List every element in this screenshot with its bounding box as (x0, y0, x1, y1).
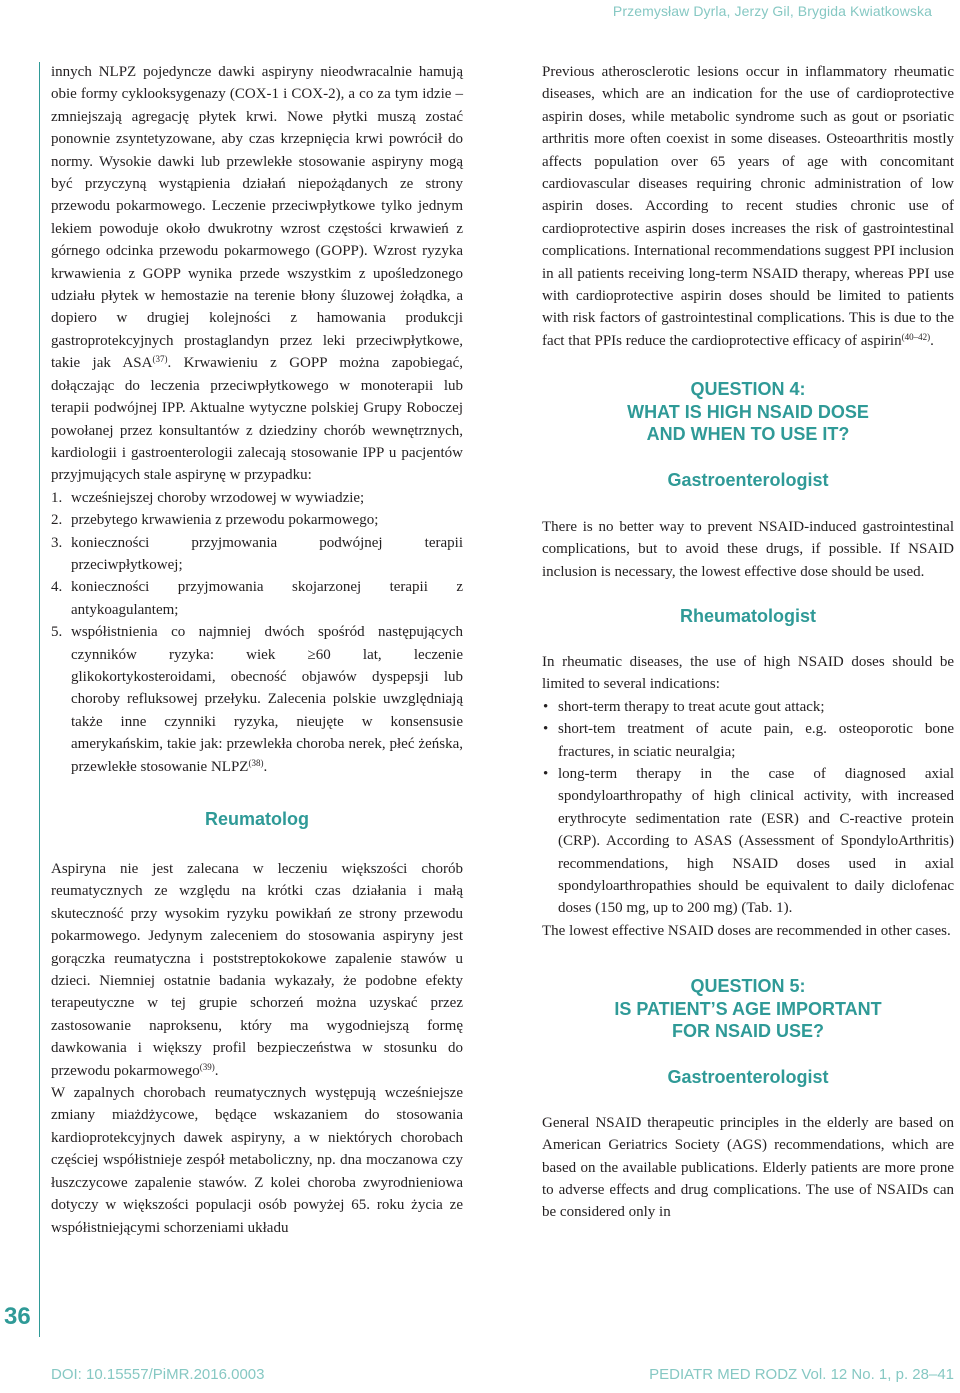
paragraph: W zapalnych chorobach reumatycznych występują wcześniejsze zmiany miażdżycowe, będące wskazaniem do stosowania kardioprotekcyjnych dawek aspiryny, a w niektórych chorobach częściej współistnieje zespół metaboliczny, np. dna moczanowa czy łuszczycowe zapalenie stawów. Z kolei choroba zwyrodnieniowa dotyczy w większości populacji osób powyżej 65. roku życia ze współistniejącymi schorzeniami układu (51, 1085, 463, 1236)
footer-journal: PEDIATR MED RODZ Vol. 12 No. 1, p. 28–41 (649, 1366, 954, 1383)
paragraph: There is no better way to prevent NSAID-induced gastrointestinal complications, but to avoid these drugs, if possible. If NSAID inclusion is necessary, the lowest effective dose should be used. (542, 518, 954, 580)
indication-list (542, 696, 954, 920)
paragraph: General NSAID therapeutic principles in the elderly are based on American Geriatrics Society (AGS) recommendations, which are based on the available publications. Elderly patients are more prone to adverse effects and drug complications. The use of NSAIDs can be considered only in (542, 1114, 954, 1221)
list-item: • short-tem treatment of acute pain, e.g. osteoporotic bone fractures, in sciatic neuralgia; (542, 718, 954, 763)
paragraph: Previous atherosclerotic lesions occur in inflammatory rheumatic diseases, which are an indication for the use of cardioprotective aspirin doses, while metabolic syndrome such as gout or psoriatic arthritis more often coexist in some diseases. Osteoarthritis mostly affects population over 65 years of age with concomitant cardiovascular diseases requiring chronic administration of low aspirin doses. According to recent studies chronic use of cardioprotective aspirin doses increases the risk of gastrointestinal complications. International recommendations suggest PPI inclusion in all patients receiving long-term NSAID therapy, whereas PPI use with cardioprotective aspirin doses should be limited to patients with risk factors of gastrointestinal complications. This is due to the fact that PPIs reduce the cardioprotective efficacy of aspirin$^{(40-42)}$. (542, 64, 954, 349)
question-5-heading: QUESTION 5: IS PATIENT’S AGE IMPORTANT FOR NSAID USE? (614, 976, 882, 1042)
left-column (51, 61, 463, 1239)
running-header-authors: Przemysław Dyrla, Jerzy Gil, Brygida Kwiatkowska (612, 3, 932, 19)
citation: (38) (248, 757, 264, 768)
paragraph: The lowest effective NSAID doses are recommended in other cases. (542, 922, 951, 939)
list-item: 2. przebytego krwawienia z przewodu pokarmowego; (51, 512, 379, 529)
role-heading-rheumatologist: Rheumatologist (679, 606, 816, 626)
paragraph: In rheumatic diseases, the use of high NSAID doses should be limited to several indications: (542, 654, 954, 693)
section-heading-reumatolog: Reumatolog (204, 809, 309, 829)
recommendation-list (51, 487, 463, 778)
paragraph: Aspiryna nie jest zalecana w leczeniu większości chorób reumatycznych ze względu na krótki czas działania i małą skuteczność przy wysokim ryzyku powikłań ze strony przewodu pokarmowego. Jedynym zaleceniem do stosowania aspiryny jest gorączka reumatyczna i poststreptokokowe zapalenie stawów u dzieci. Niemniej ostatnie badania wykazały, że podobne efekty terapeutyczne w tej grupie schorzeń można uzyskać przez zastosowanie naproksenu, który ma wygodniejszą formę dawkowania i większy profil bezpieczeństwa w stosunku do przewodu pokarmowego$^{(39)}$. (51, 861, 463, 1079)
footer-doi: DOI: 10.15557/PiMR.2016.0003 (51, 1366, 265, 1383)
margin-rule (39, 62, 40, 1337)
page-number: 36 (4, 1303, 31, 1330)
list-item: 3. konieczności przyjmowania podwójnej terapii przeciwpłytkowej; (51, 534, 463, 573)
list-item: 1. wcześniejszej choroby wrzodowej w wywiadzie; (51, 489, 365, 506)
paragraph: innych NLPZ pojedyncze dawki aspiryny nieodwracalnie hamują obie formy cyklooksygenazy (COX-1 i COX-2), a co za tym idzie – zmniejszają agregację płytek krwi. Nowe płytki muszą zostać ponownie zsyntetyzowane, aby czas krzepnięcia krwi powrócił do normy. Wysokie dawki lub przewlekłe stosowanie aspiryny mogą być przyczyną wystąpienia działań niepożądanych ze strony przewodu pokarmowego. Leczenie przeciwpłytkowe tylko jednym lekiem powoduje około dwukrotny wzrost częstości krwawień z górnego odcinka przewodu pokarmowego (GOPP). Wzrost ryzyka krwawienia z GOPP wynika przede wszystkim z upośledzonego udziału płytek w hemostazie na terenie błony śluzowej żołądka, a dopiero w drugiej kolejności z hamowania produkcji gastroprotekcyjnych prostaglandyn przez leki przeciwpłytkowe, takie jak ASA$^{(37)}$. Krwawieniu z GOPP można zapobiegać, dołączając do leczenia przeciwpłytkowego w monoterapii lub terapii podwójnej IPP. Aktualne wytyczne polskiej Grupy Roboczej powołanej przez konsultantów z dziedziny chorób wewnętrznych, kardiologii i gastroenterologii zalecają stosowanie IPP u pacjentów przyjmujących stale aspirynę w przypadku: (51, 64, 463, 484)
role-heading-gastroenterologist: Gastroenterologist (667, 1066, 829, 1087)
role-heading-gastroenterologist: Gastroenterologist (667, 469, 829, 490)
right-column (542, 61, 954, 1224)
citation: (40–42) (901, 331, 931, 342)
citation: (39) (199, 1061, 215, 1072)
question-4-heading: QUESTION 4: WHAT IS HIGH NSAID DOSE AND WHEN TO USE IT? (627, 379, 869, 445)
list-item: • short-term therapy to treat acute gout attack; (542, 696, 954, 718)
list-item: 4. konieczności przyjmowania skojarzonej terapii z antykoagulantem; (51, 579, 463, 618)
citation: (37) (152, 354, 168, 365)
list-item: • long-term therapy in the case of diagnosed axial spondyloarthropathy of high clinical activity, with increased erythrocyte sedimentation rate (ESR) and C-reactive protein (CRP). According to ASAS (Assessment of SpondyloArthritis) recommendations, high NSAID doses used in axial spondyloarthropathies should be equivalent to daily diclofenac doses (150 mg, up to 200 mg) (Tab. 1). (542, 763, 954, 920)
list-item: 5. współistnienia co najmniej dwóch spośród następujących czynników ryzyka: wiek ≥60 lat, leczenie glikokortykosteroidami, obecność objawów dyspepsji lub choroby refluksowej przełyku. Zalecenia polskie uwzględniają także inne czynniki ryzyka, nieujęte w konsensusie amerykańskim, takie jak: przewlekła choroba nerek, płeć żeńska, przewlekłe stosowanie NLPZ$^{(38)}$. (51, 624, 463, 775)
